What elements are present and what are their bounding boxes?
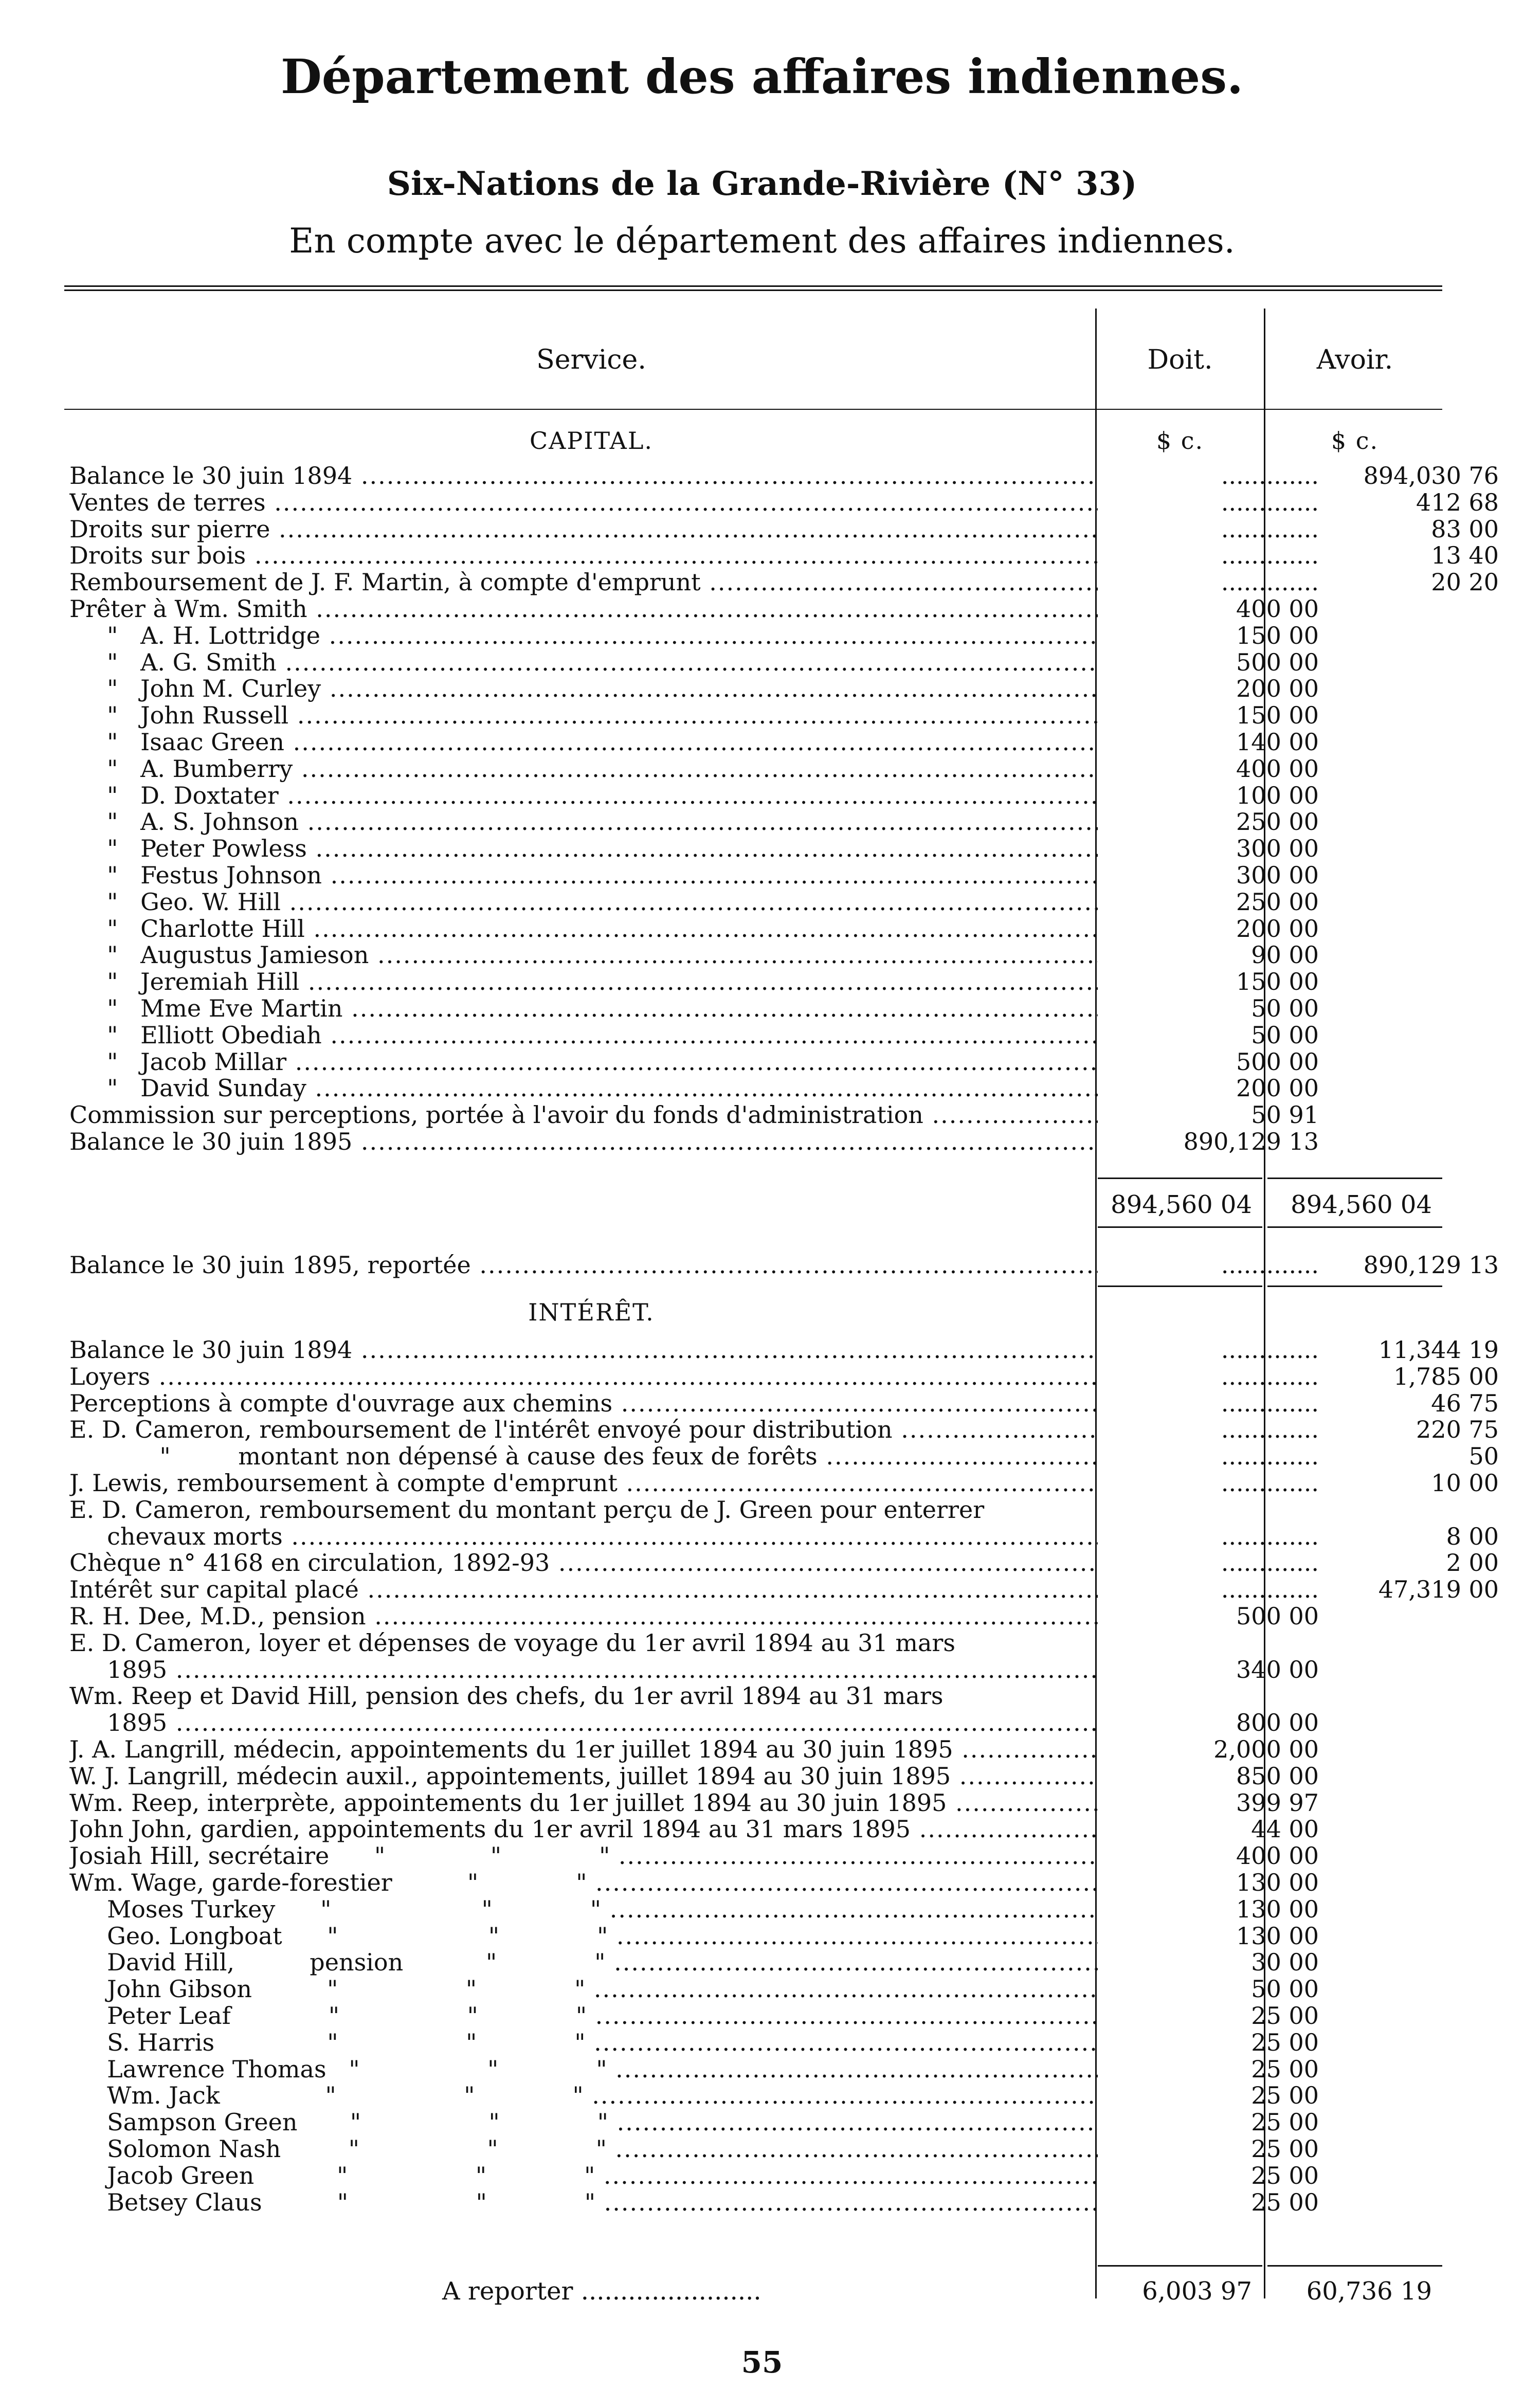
capital-row (69, 596, 1481, 622)
interet-row-doit: ............. (1221, 1549, 1319, 1577)
interet-row (69, 2003, 1481, 2029)
interet-row-avoir: 46 75 (1431, 1389, 1499, 1417)
capital-row-label: Droits sur pierre ..... (69, 516, 1098, 542)
interet-row (69, 1763, 1481, 1789)
interet-row-doit: 25 00 (1251, 2161, 1319, 2189)
report-label: A reporter ....................... (442, 2277, 761, 2306)
interet-row-avoir: 11,344 19 (1378, 1336, 1499, 1364)
interet-row (69, 1843, 1481, 1869)
capital-row-doit: 150 00 (1236, 968, 1319, 996)
capital-row-doit: 500 00 (1236, 1047, 1319, 1076)
report-rule-doit (1098, 2265, 1262, 2267)
capital-row-avoir: 13 40 (1431, 541, 1499, 570)
capital-row (69, 1129, 1481, 1155)
interet-row-label: Josiah Hill, secrétaire " " " ..... (69, 1843, 1098, 1869)
capital-row (69, 916, 1481, 942)
interet-row (69, 2083, 1481, 2109)
interet-row (69, 2163, 1481, 2189)
interet-row (69, 1710, 1481, 1736)
interet-row-doit: 25 00 (1251, 2108, 1319, 2137)
interet-row-label: S. Harris " " " ..... (69, 2030, 1098, 2056)
interet-row-doit: 800 00 (1236, 1709, 1319, 1737)
interet-row-label: 1895 ..... (69, 1657, 1098, 1683)
interet-row-label: R. H. Dee, M.D., pension ..... (69, 1603, 1098, 1630)
report-rule-avoir (1267, 2265, 1442, 2267)
capital-total-avoir: 894,560 04 (1291, 1190, 1432, 1219)
interet-row-doit: 500 00 (1236, 1602, 1319, 1630)
capital-row-doit: ............. (1221, 568, 1319, 596)
interet-row-doit: 50 00 (1251, 1975, 1319, 2003)
capital-row-doit: 90 00 (1251, 941, 1319, 969)
interet-row-label: 1895 ..... (69, 1710, 1098, 1736)
interet-row-label: J. Lewis, remboursement à compte d'emprunt ..... (69, 1470, 1098, 1496)
interet-row-label: John Gibson " " " ..... (69, 1976, 1098, 2002)
capital-row (69, 676, 1481, 702)
interet-row-doit: 850 00 (1236, 1762, 1319, 1790)
capital-row (69, 649, 1481, 676)
interet-row-doit: ............. (1221, 1362, 1319, 1390)
capital-row-label: Remboursement de J. F. Martin, à compte d'emprunt ..... (69, 569, 1098, 595)
capital-row-label: " A. Bumberry ..... (69, 756, 1098, 782)
capital-row-doit: 200 00 (1236, 914, 1319, 943)
interet-row-doit: 25 00 (1251, 2081, 1319, 2110)
capital-row-label: " John Russell ..... (69, 702, 1098, 729)
capital-row-label: " A. G. Smith ..... (69, 649, 1098, 676)
interet-row-doit: ............. (1221, 1336, 1319, 1364)
interet-row-doit: 130 00 (1236, 1922, 1319, 1950)
avoir-currency-header: $ c. (1331, 427, 1379, 455)
interet-row-doit: 25 00 (1251, 2188, 1319, 2216)
avoir-column-header: Avoir. (1316, 345, 1393, 375)
interet-row-label: Geo. Longboat " " " ..... (69, 1923, 1098, 1949)
capital-row (69, 783, 1481, 809)
capital-row (69, 942, 1481, 968)
capital-row-doit: 300 00 (1236, 861, 1319, 889)
page-subtitle: Six-Nations de la Grande-Rivière (N° 33) (387, 165, 1137, 203)
capital-row-avoir: 20 20 (1431, 568, 1499, 596)
capital-row-label: Balance le 30 juin 1895 ..... (69, 1129, 1098, 1155)
capital-row (69, 836, 1481, 862)
top-rule (64, 285, 1442, 287)
capital-row-label: " Jeremiah Hill ..... (69, 969, 1098, 995)
interet-row (69, 2189, 1481, 2216)
interet-row-label: E. D. Cameron, loyer et dépenses de voyage du 1er avril 1894 au 31 mars (69, 1630, 955, 1656)
interet-row-label: Wm. Reep et David Hill, pension des chefs, du 1er avril 1894 au 31 mars (69, 1683, 944, 1710)
capital-row-doit: 50 00 (1251, 994, 1319, 1022)
interet-row (69, 1497, 1481, 1523)
interet-row-label: Wm. Wage, garde-forestier " " ..... (69, 1870, 1098, 1896)
interet-row-label: Peter Leaf " " " ..... (69, 2003, 1098, 2029)
capital-row (69, 969, 1481, 995)
interet-row-doit: 130 00 (1236, 1895, 1319, 1923)
interet-row-label: E. D. Cameron, remboursement du montant perçu de J. Green pour enterrer (69, 1496, 985, 1523)
interet-row-label: J. A. Langrill, médecin, appointements du 1er juillet 1894 au 30 juin 1895 ..... (69, 1736, 1098, 1763)
capital-row-label: " Mme Eve Martin ..... (69, 995, 1098, 1022)
interet-row-doit: ............. (1221, 1576, 1319, 1604)
capital-row-label: " D. Doxtater ..... (69, 783, 1098, 809)
interet-row-doit: 340 00 (1236, 1655, 1319, 1683)
interet-row (69, 1549, 1499, 1577)
capital-row-label: " Geo. W. Hill ..... (69, 889, 1098, 915)
capital-row-label: " Augustus Jamieson ..... (69, 942, 1098, 968)
capital-row-doit: 200 00 (1236, 1074, 1319, 1102)
interet-row-doit: 30 00 (1251, 1948, 1319, 1977)
capital-row (69, 729, 1481, 755)
capital-total-rule-doit (1098, 1178, 1262, 1179)
capital-row-label: " Peter Powless ..... (69, 836, 1098, 862)
carried-label: Balance le 30 juin 1895, reportée ..... (69, 1252, 1098, 1278)
top-rule-2 (64, 289, 1442, 291)
interet-row-avoir: 50 (1468, 1442, 1499, 1471)
interet-row-avoir: 8 00 (1446, 1522, 1499, 1550)
interet-row (69, 1976, 1481, 2002)
capital-row (69, 1102, 1481, 1128)
capital-row-doit: 250 00 (1236, 808, 1319, 836)
interet-row-doit: 400 00 (1236, 1842, 1319, 1870)
interet-row-doit: 2,000 00 (1213, 1735, 1319, 1763)
interet-row-label: Wm. Reep, interprète, appointements du 1er juillet 1894 au 30 juin 1895 ..... (69, 1790, 1098, 1816)
capital-row-doit: 400 00 (1236, 754, 1319, 783)
capital-row (69, 809, 1481, 835)
capital-row-doit: 250 00 (1236, 888, 1319, 916)
capital-row (69, 568, 1499, 596)
capital-carried-row (69, 1251, 1499, 1279)
interet-row (69, 2030, 1481, 2056)
interet-row-doit: ............. (1221, 1469, 1319, 1497)
interet-row (69, 1736, 1481, 1763)
interet-row-doit: ............. (1221, 1389, 1319, 1417)
carried-doit: ............. (1221, 1251, 1319, 1279)
interet-row-label: John John, gardien, appointements du 1er avril 1894 au 31 mars 1895 ..... (69, 1816, 1098, 1842)
capital-row-label: " Charlotte Hill ..... (69, 916, 1098, 942)
interet-row (69, 1389, 1499, 1417)
capital-row-label: " A. S. Johnson ..... (69, 809, 1098, 835)
capital-heading: CAPITAL. (529, 427, 654, 455)
capital-row (69, 623, 1481, 649)
capital-row (69, 488, 1499, 516)
interet-row-label: E. D. Cameron, remboursement de l'intérêt envoyé pour distribution ..... (69, 1417, 1098, 1443)
capital-row-doit: ............. (1221, 541, 1319, 570)
interet-row (69, 2109, 1481, 2135)
interet-row-label: " montant non dépensé à cause des feux de forêts ..... (69, 1443, 1098, 1470)
interet-row-avoir: 47,319 00 (1378, 1576, 1499, 1604)
doit-currency-header: $ c. (1156, 427, 1204, 455)
capital-row-doit: ............. (1221, 462, 1319, 490)
interet-row-doit: 25 00 (1251, 2135, 1319, 2163)
account-line: En compte avec le département des affaires indiennes. (289, 221, 1235, 261)
capital-row (69, 995, 1481, 1022)
interet-row (69, 1790, 1481, 1816)
interet-row-doit: 25 00 (1251, 2055, 1319, 2083)
capital-row-label: Commission sur perceptions, portée à l'avoir du fonds d'administration ..... (69, 1102, 1098, 1128)
header-rule (64, 409, 1442, 410)
interet-row-label: Betsey Claus " " " ..... (69, 2189, 1098, 2216)
interet-row-label: David Hill, pension " " ..... (69, 1949, 1098, 1976)
page-title: Département des affaires indiennes. (280, 49, 1244, 104)
capital-row-doit: 50 00 (1251, 1021, 1319, 1049)
capital-total-rule-avoir (1267, 1178, 1442, 1179)
interet-row-label: Intérêt sur capital placé ..... (69, 1577, 1098, 1603)
capital-total-underline-doit (1098, 1226, 1262, 1228)
capital-row-label: " David Sunday ..... (69, 1075, 1098, 1101)
interet-row-label: Chèque n° 4168 en circulation, 1892-93 ..... (69, 1550, 1098, 1576)
capital-row (69, 756, 1481, 782)
capital-row-doit: 140 00 (1236, 728, 1319, 756)
interet-row-avoir: 10 00 (1431, 1469, 1499, 1497)
interet-row (69, 1949, 1481, 1976)
interet-row-doit: ............. (1221, 1442, 1319, 1471)
page-number: 55 (741, 2345, 783, 2380)
capital-row-doit: 500 00 (1236, 648, 1319, 676)
capital-row-label: " Festus Johnson ..... (69, 862, 1098, 889)
interet-row-label: W. J. Langrill, médecin auxil., appointements, juillet 1894 au 30 juin 1895 ..... (69, 1763, 1098, 1789)
capital-row (69, 1022, 1481, 1048)
report-avoir: 60,736 19 (1306, 2277, 1432, 2306)
capital-total-doit: 894,560 04 (1111, 1190, 1252, 1219)
capital-row (69, 541, 1499, 570)
report-doit: 6,003 97 (1142, 2277, 1252, 2306)
capital-row (69, 862, 1481, 889)
interet-row-label: Lawrence Thomas " " " ..... (69, 2056, 1098, 2083)
interet-row-doit: 25 00 (1251, 2002, 1319, 2030)
interet-row (69, 2056, 1481, 2083)
interet-row-doit: 44 00 (1251, 1815, 1319, 1843)
interet-row-avoir: 2 00 (1446, 1549, 1499, 1577)
interet-row (69, 1442, 1499, 1471)
interet-row-doit: 399 97 (1236, 1788, 1319, 1817)
doit-column-header: Doit. (1147, 345, 1213, 375)
capital-row-label: Prêter à Wm. Smith ..... (69, 596, 1098, 622)
capital-row-doit: 150 00 (1236, 701, 1319, 730)
capital-row-label: " John M. Curley ..... (69, 676, 1098, 702)
capital-row (69, 1075, 1481, 1101)
capital-row-doit: ............. (1221, 488, 1319, 516)
capital-row-doit: 150 00 (1236, 621, 1319, 649)
interet-row-label: Sampson Green " " " ..... (69, 2109, 1098, 2135)
capital-row (69, 702, 1481, 729)
interet-row (69, 1603, 1481, 1630)
carried-underline-doit (1098, 1286, 1262, 1287)
capital-row-label: Ventes de terres ..... (69, 490, 1098, 516)
capital-row-doit: 100 00 (1236, 781, 1319, 809)
interet-row (69, 1522, 1499, 1550)
capital-row-label: " Isaac Green ..... (69, 729, 1098, 755)
interet-row (69, 1576, 1499, 1604)
capital-row-label: Droits sur bois ..... (69, 542, 1098, 569)
interet-row (69, 1469, 1499, 1497)
interet-row-label: chevaux morts ..... (69, 1524, 1098, 1550)
interet-row-avoir: 220 75 (1416, 1416, 1499, 1444)
carried-underline-avoir (1267, 1286, 1442, 1287)
interet-row-label: Balance le 30 juin 1894 ..... (69, 1337, 1098, 1363)
interet-row-label: Perceptions à compte d'ouvrage aux chemins ..... (69, 1390, 1098, 1417)
capital-row-label: " Jacob Millar ..... (69, 1049, 1098, 1075)
capital-row-doit: 890,129 13 (1183, 1128, 1319, 1155)
capital-row (69, 1049, 1481, 1075)
interet-row-avoir: 1,785 00 (1393, 1362, 1499, 1390)
capital-row-label: " Elliott Obediah ..... (69, 1022, 1098, 1048)
capital-row-doit: 50 91 (1251, 1101, 1319, 1129)
capital-total-underline-avoir (1267, 1226, 1442, 1228)
interet-row-doit: ............. (1221, 1416, 1319, 1444)
interet-row (69, 1416, 1499, 1444)
capital-row-avoir: 894,030 76 (1363, 462, 1499, 490)
interet-heading: INTÉRÊT. (528, 1298, 655, 1326)
interet-row-label: Solomon Nash " " " ..... (69, 2136, 1098, 2162)
interet-row (69, 1336, 1499, 1364)
interet-row (69, 2136, 1481, 2162)
capital-row-avoir: 83 00 (1431, 515, 1499, 543)
capital-row (69, 515, 1499, 543)
capital-row (69, 889, 1481, 915)
interet-row (69, 1896, 1481, 1923)
capital-row-avoir: 412 68 (1416, 488, 1499, 516)
capital-row-doit: 400 00 (1236, 595, 1319, 623)
carried-avoir: 890,129 13 (1363, 1251, 1499, 1279)
interet-row-doit: 130 00 (1236, 1869, 1319, 1896)
capital-row-doit: ............. (1221, 515, 1319, 543)
interet-row (69, 1657, 1481, 1683)
interet-row (69, 1816, 1481, 1842)
interet-row-label: Wm. Jack " " " ..... (69, 2083, 1098, 2109)
capital-row-label: Balance le 30 juin 1894 ..... (69, 463, 1098, 489)
capital-row (69, 462, 1499, 490)
service-column-header: Service. (536, 345, 646, 375)
interet-row-label: Moses Turkey " " " ..... (69, 1896, 1098, 1923)
capital-row-label: " A. H. Lottridge ..... (69, 623, 1098, 649)
interet-row-doit: 25 00 (1251, 2028, 1319, 2056)
interet-row-label: Loyers ..... (69, 1364, 1098, 1390)
capital-row-doit: 300 00 (1236, 835, 1319, 863)
interet-row (69, 1870, 1481, 1896)
interet-row-label: Jacob Green " " " ..... (69, 2163, 1098, 2189)
interet-row (69, 1362, 1499, 1390)
interet-row (69, 1923, 1481, 1949)
interet-row (69, 1630, 1481, 1656)
capital-row-doit: 200 00 (1236, 675, 1319, 703)
interet-row-doit: ............. (1221, 1522, 1319, 1550)
interet-row (69, 1683, 1481, 1709)
